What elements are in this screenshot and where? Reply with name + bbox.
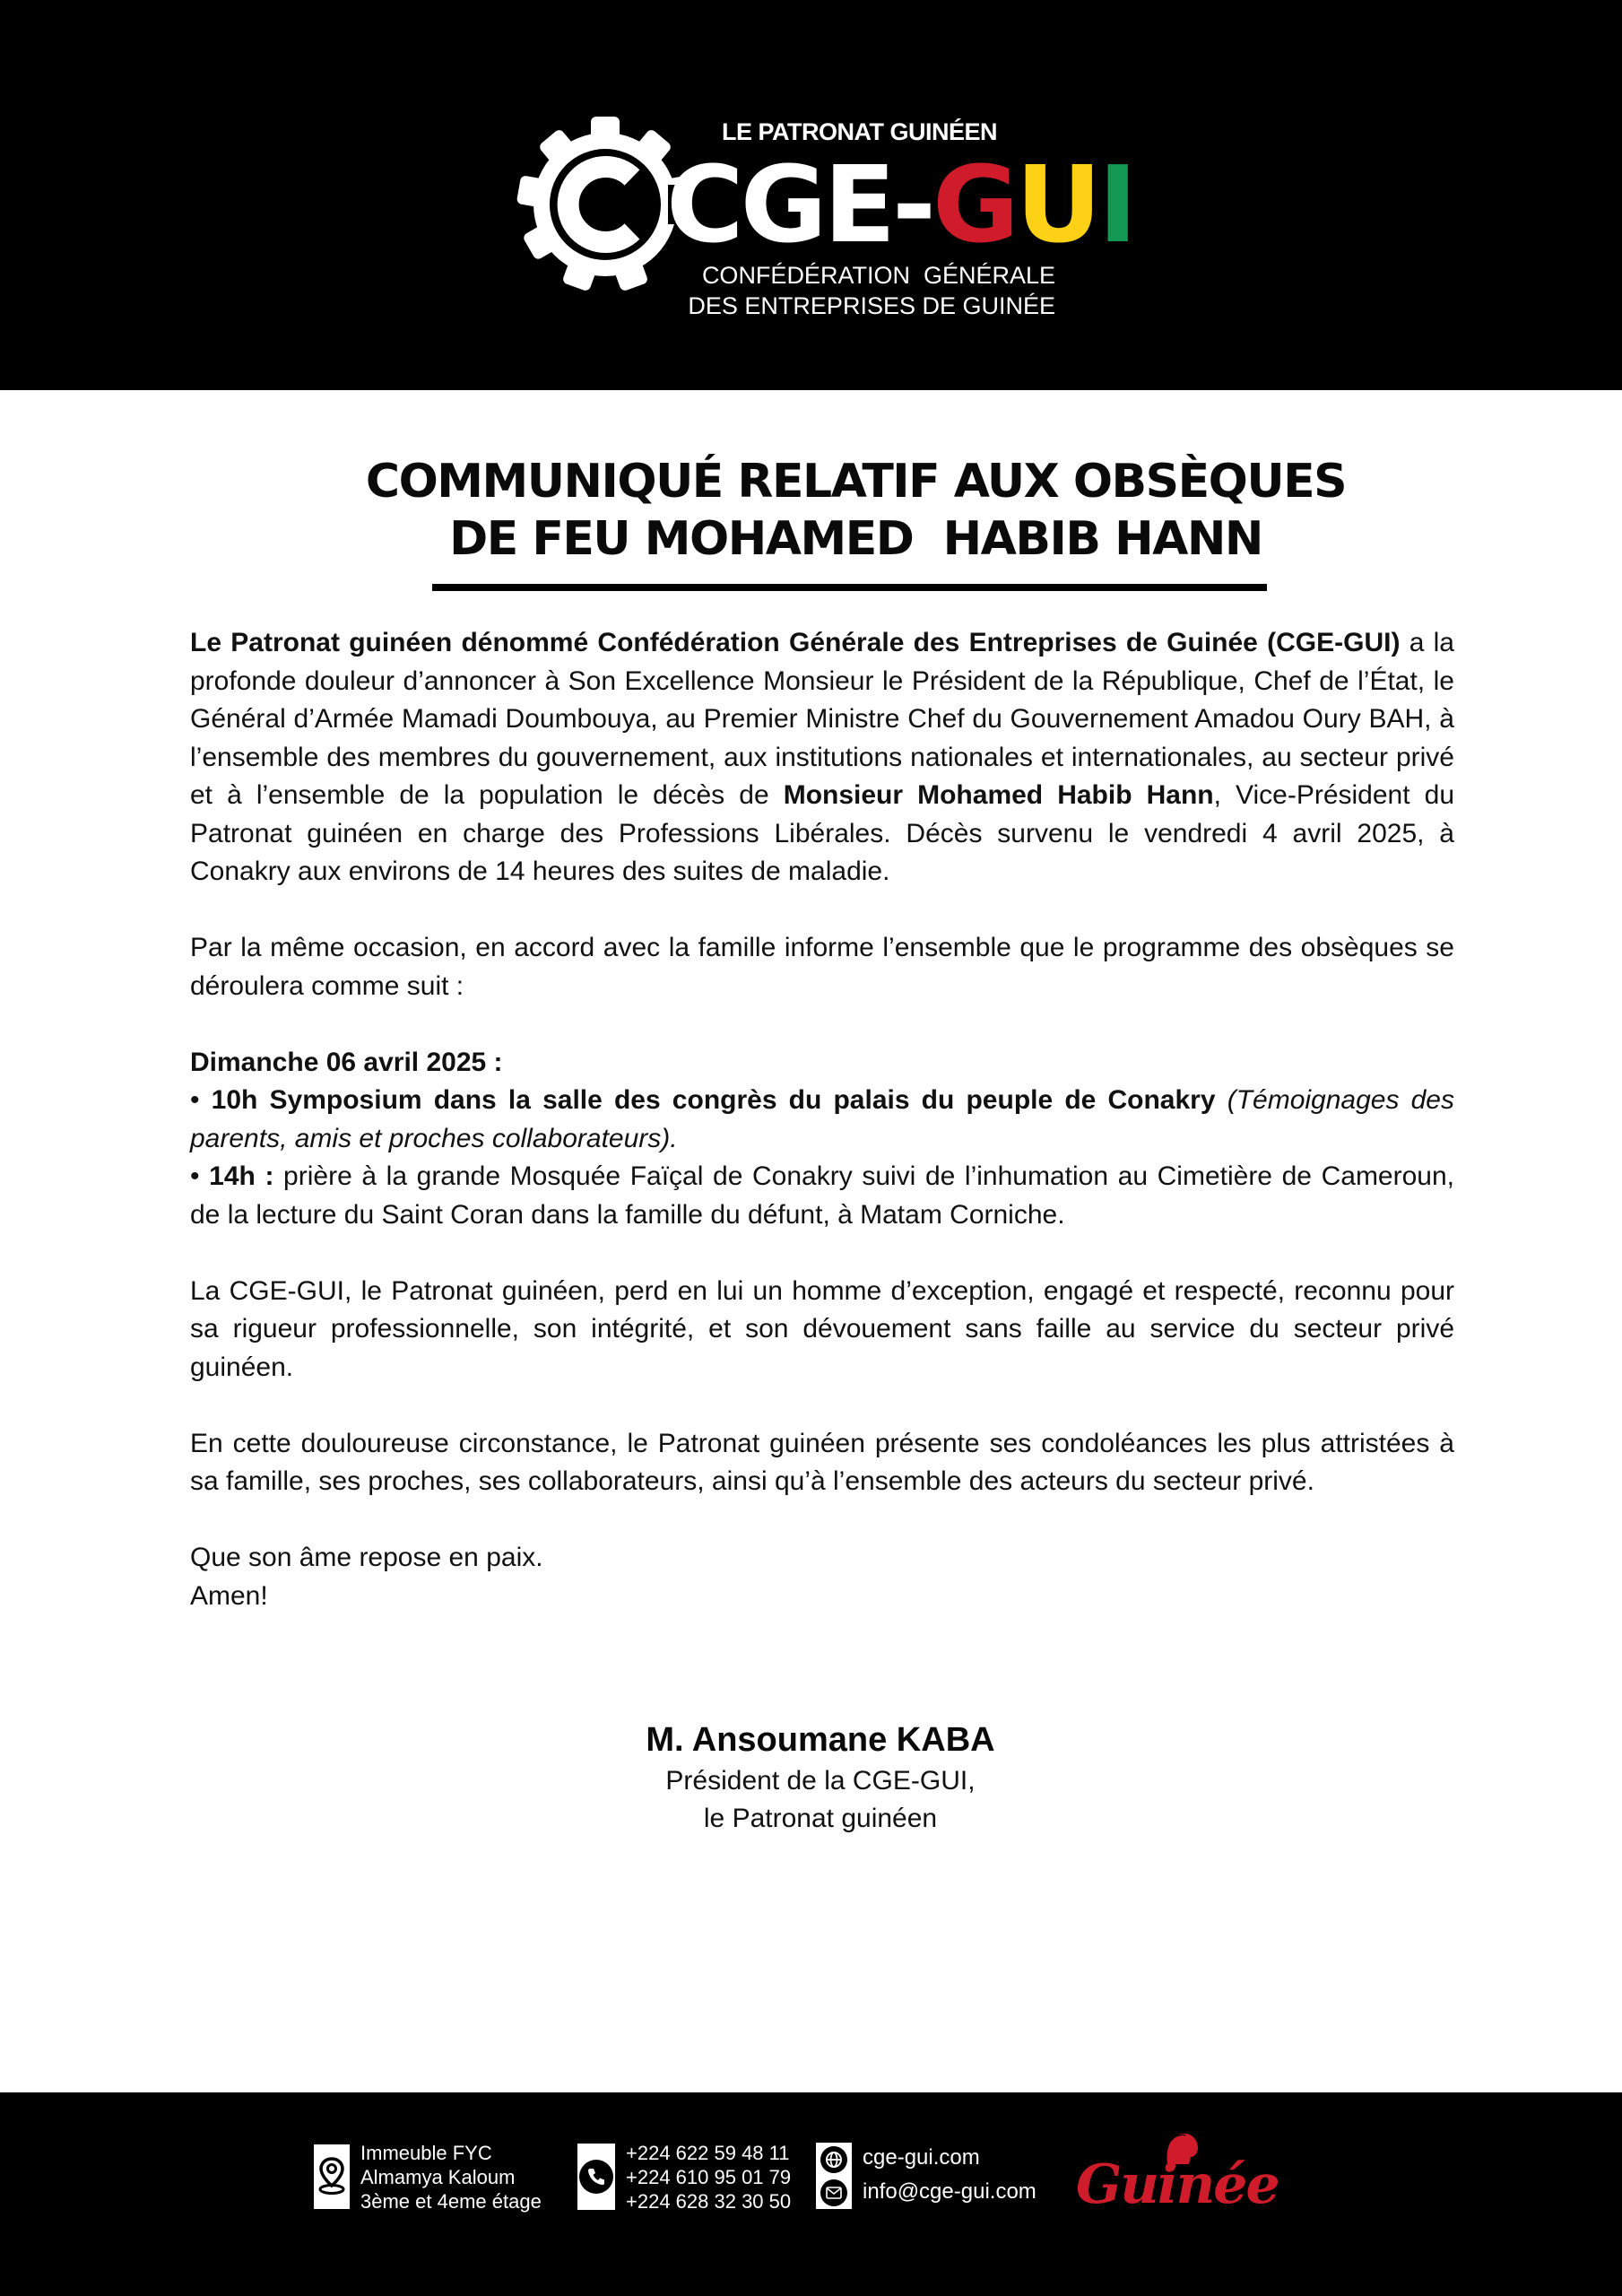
phone-icon-box xyxy=(577,2144,615,2210)
wordmark-u-yellow: U xyxy=(1015,143,1098,266)
footer-address xyxy=(314,2141,542,2213)
logo-tagline: LE PATRONAT GUINÉEN xyxy=(722,118,997,145)
address-icon-box xyxy=(314,2144,350,2209)
address-line-2: Almamya Kaloum xyxy=(360,2166,516,2188)
phone-numbers xyxy=(626,2141,791,2213)
title-underline xyxy=(432,584,1267,591)
program-item-2-text: prière à la grande Mosquée Faïçal de Conakry suivi de l’inhumation au Cimetière de Cameroun, de la lecture du Saint Coran dans la famille du défunt, à Matam Corniche. xyxy=(190,1161,1454,1230)
program-date xyxy=(190,1044,1454,1083)
closing-line-1: Que son âme repose en paix. xyxy=(190,1543,543,1572)
footer-web xyxy=(816,2141,1037,2209)
phone-number-1[interactable]: +224 622 59 48 11 xyxy=(626,2142,790,2164)
deceased-name: Monsieur Mohamed Habib Hann xyxy=(783,780,1214,810)
address-text xyxy=(360,2141,542,2213)
paragraph-tribute: La CGE-GUI, le Patronat guinéen, perd en lui un homme d’exception, engagé et respecté, reconnu pour sa rigueur professionnelle, son intégrité, et son dévouement sans faille au service du secteur privé guinéen. xyxy=(190,1275,1454,1382)
closing xyxy=(190,1539,1454,1615)
wordmark-cge: CGE- xyxy=(666,143,933,266)
footer-phones xyxy=(577,2141,791,2213)
logo-subtitle-line1: CONFÉDÉRATION GÉNÉRALE xyxy=(701,262,1055,289)
envelope-icon xyxy=(820,2179,848,2207)
logo-wordmark xyxy=(666,143,1134,266)
phone-number-3[interactable]: +224 628 32 30 50 xyxy=(626,2190,792,2213)
email-link[interactable]: info@cge-gui.com xyxy=(863,2179,1037,2204)
paragraph-announcement xyxy=(190,624,1454,891)
address-line-1: Immeuble FYC xyxy=(360,2142,492,2164)
signatory-name: M. Ansoumane KABA xyxy=(646,1721,995,1759)
phone-icon xyxy=(578,2159,614,2195)
program-item-1-bold: 10h Symposium dans la salle des congrès du palais du peuple de Conakry xyxy=(199,1085,1216,1115)
guinee-brand-logo xyxy=(1076,2128,1291,2227)
program-date-text: Dimanche 06 avril 2025 : xyxy=(190,1047,503,1077)
paragraph-program-intro: Par la même occasion, en accord avec la famille informe l’ensemble que le programme des obsèques se déroulera comme suit : xyxy=(190,933,1454,1001)
program-item-prayer xyxy=(190,1158,1454,1234)
footer xyxy=(0,2092,1622,2296)
announcement-lead: Le Patronat guinéen dénommé Confédération Générale des Entreprises de Guinée (CGE-GUI) xyxy=(190,628,1401,657)
signatory-role-line1: Président de la CGE-GUI, xyxy=(665,1766,976,1796)
cge-gui-logo xyxy=(516,115,1134,330)
title-line-2: DE FEU MOHAMED HABIB HANN xyxy=(449,512,1262,566)
title-line-1: COMMUNIQUÉ RELATIF AUX OBSÈQUES xyxy=(365,455,1347,509)
closing-line-2: Amen! xyxy=(190,1580,268,1611)
bullet-icon: • xyxy=(190,1085,200,1115)
signatory-role-line2: le Patronat guinéen xyxy=(703,1804,938,1833)
wordmark-i-green: I xyxy=(1097,143,1134,266)
logo-subtitle xyxy=(679,260,1055,321)
web-icon-box xyxy=(816,2143,852,2209)
bullet-icon: • xyxy=(190,1161,200,1191)
signature-block xyxy=(462,1718,1179,1838)
paragraph-condolences: En cette douloureuse circonstance, le Patronat guinéen présente ses condoléances les plus attristées à sa famille, ses proches, ses collaborateurs, ainsi qu’à l’ensemble des acteurs du secteur privé. xyxy=(190,1428,1454,1496)
header-banner xyxy=(0,0,1622,390)
address-line-3: 3ème et 4eme étage xyxy=(360,2190,542,2213)
program-section xyxy=(190,1044,1454,1235)
announcement-text-a: a la profonde douleur d’annoncer à Son Excellence Monsieur le Président de la République, Chef de l’État, le Général d’Armée Mamadi Doumbouya, au Premier Ministre Chef du Gouvernement Amadou Oury BAH, à l’ensemble des membres du gouvernement, aux institutions nationales et internationales, au secteur privé et à l’ensemble de la population le décès de xyxy=(190,628,1454,810)
web-contacts xyxy=(863,2141,1037,2209)
wordmark-g-red: G xyxy=(932,143,1016,266)
document-body xyxy=(190,624,1454,1615)
globe-icon xyxy=(820,2145,848,2174)
website-link[interactable]: cge-gui.com xyxy=(863,2145,980,2170)
program-item-2-bold: 14h : xyxy=(199,1161,274,1191)
announcement-text-b: , Vice-Président du Patronat guinéen en charge des Professions Libérales. Décès survenu le vendredi 4 avril 2025, à Conakry aux environs de 14 heures des suites de maladie. xyxy=(190,780,1455,886)
page-title xyxy=(0,453,1622,568)
program-item-1-italic: (Témoignages des parents, amis et proches collaborateurs). xyxy=(190,1085,1454,1153)
logo-subtitle-line2: DES ENTREPRISES DE GUINÉE xyxy=(688,292,1055,319)
phone-number-2[interactable]: +224 610 95 01 79 xyxy=(626,2166,792,2188)
guinee-brand-text: Guinée xyxy=(1076,2153,1279,2216)
map-pin-icon xyxy=(317,2155,346,2198)
program-item-symposium xyxy=(190,1082,1454,1158)
title-block xyxy=(0,453,1622,568)
